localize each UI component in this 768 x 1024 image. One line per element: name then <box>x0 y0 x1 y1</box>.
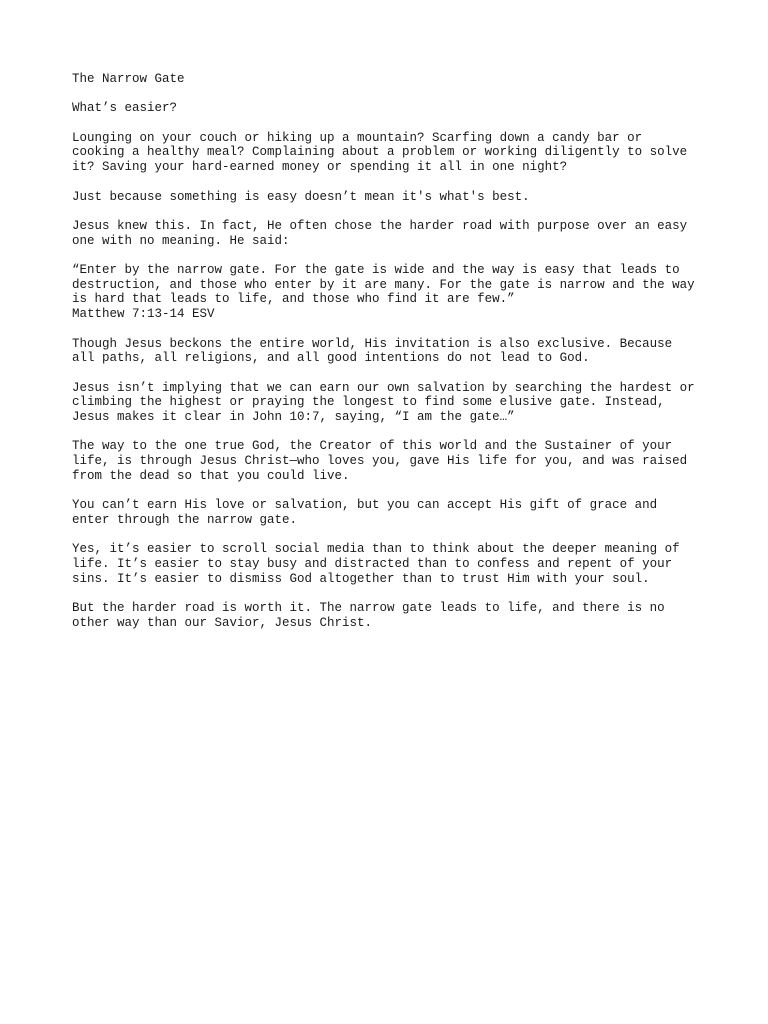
paragraph <box>72 101 712 116</box>
paragraph <box>72 381 712 425</box>
paragraph-line: all paths, all religions, and all good intentions do not lead to God. <box>72 351 590 366</box>
paragraph-line: life. It’s easier to stay busy and distracted than to confess and repent of your <box>72 557 673 572</box>
paragraph-line: You can’t earn His love or salvation, but you can accept His gift of grace and <box>72 498 658 513</box>
paragraph <box>72 439 712 483</box>
paragraph-line: it? Saving your hard-earned money or spending it all in one night? <box>72 160 568 175</box>
paragraph-line: sins. It’s easier to dismiss God altogether than to trust Him with your soul. <box>72 571 650 586</box>
paragraph-line: cooking a healthy meal? Complaining about a problem or working diligently to solve <box>72 145 688 160</box>
paragraph <box>72 190 712 205</box>
paragraph <box>72 337 712 366</box>
paragraph-line: But the harder road is worth it. The narrow gate leads to life, and there is no <box>72 601 665 616</box>
paragraph-line: Just because something is easy doesn’t mean it's what's best. <box>72 189 530 204</box>
paragraph <box>72 263 712 322</box>
paragraph-line: What’s easier? <box>72 101 178 116</box>
paragraph-line: climbing the highest or praying the longest to find some elusive gate. Instead, <box>72 395 665 410</box>
paragraph <box>72 601 712 630</box>
paragraph <box>72 131 712 175</box>
document-page <box>72 72 712 645</box>
paragraph-line: “Enter by the narrow gate. For the gate is wide and the way is easy that leads to <box>72 263 680 278</box>
paragraph-line: Though Jesus beckons the entire world, His invitation is also exclusive. Because <box>72 336 673 351</box>
paragraph-line: Jesus isn’t implying that we can earn our own salvation by searching the hardest or <box>72 380 695 395</box>
document-title <box>72 72 712 87</box>
title-text: The Narrow Gate <box>72 72 185 86</box>
paragraph-line: Jesus makes it clear in John 10:7, saying, “I am the gate…” <box>72 410 515 425</box>
paragraph-line: one with no meaning. He said: <box>72 233 290 248</box>
paragraph <box>72 219 712 248</box>
paragraph-line: enter through the narrow gate. <box>72 512 298 527</box>
paragraph-line: other way than our Savior, Jesus Christ. <box>72 615 373 630</box>
document-body <box>72 101 712 630</box>
paragraph-line: life, is through Jesus Christ—who loves you, gave His life for you, and was raised <box>72 454 688 469</box>
paragraph-line: is hard that leads to life, and those who find it are few.” <box>72 292 515 307</box>
paragraph-line: Jesus knew this. In fact, He often chose the harder road with purpose over an easy <box>72 218 688 233</box>
paragraph-line: Yes, it’s easier to scroll social media than to think about the deeper meaning of <box>72 542 680 557</box>
paragraph-line: The way to the one true God, the Creator of this world and the Sustainer of your <box>72 439 673 454</box>
paragraph-line: from the dead so that you could live. <box>72 468 350 483</box>
paragraph-line: Lounging on your couch or hiking up a mountain? Scarfing down a candy bar or <box>72 130 643 145</box>
paragraph-line: destruction, and those who enter by it are many. For the gate is narrow and the way <box>72 277 695 292</box>
paragraph <box>72 498 712 527</box>
paragraph-line: Matthew 7:13-14 ESV <box>72 307 215 322</box>
paragraph <box>72 542 712 586</box>
